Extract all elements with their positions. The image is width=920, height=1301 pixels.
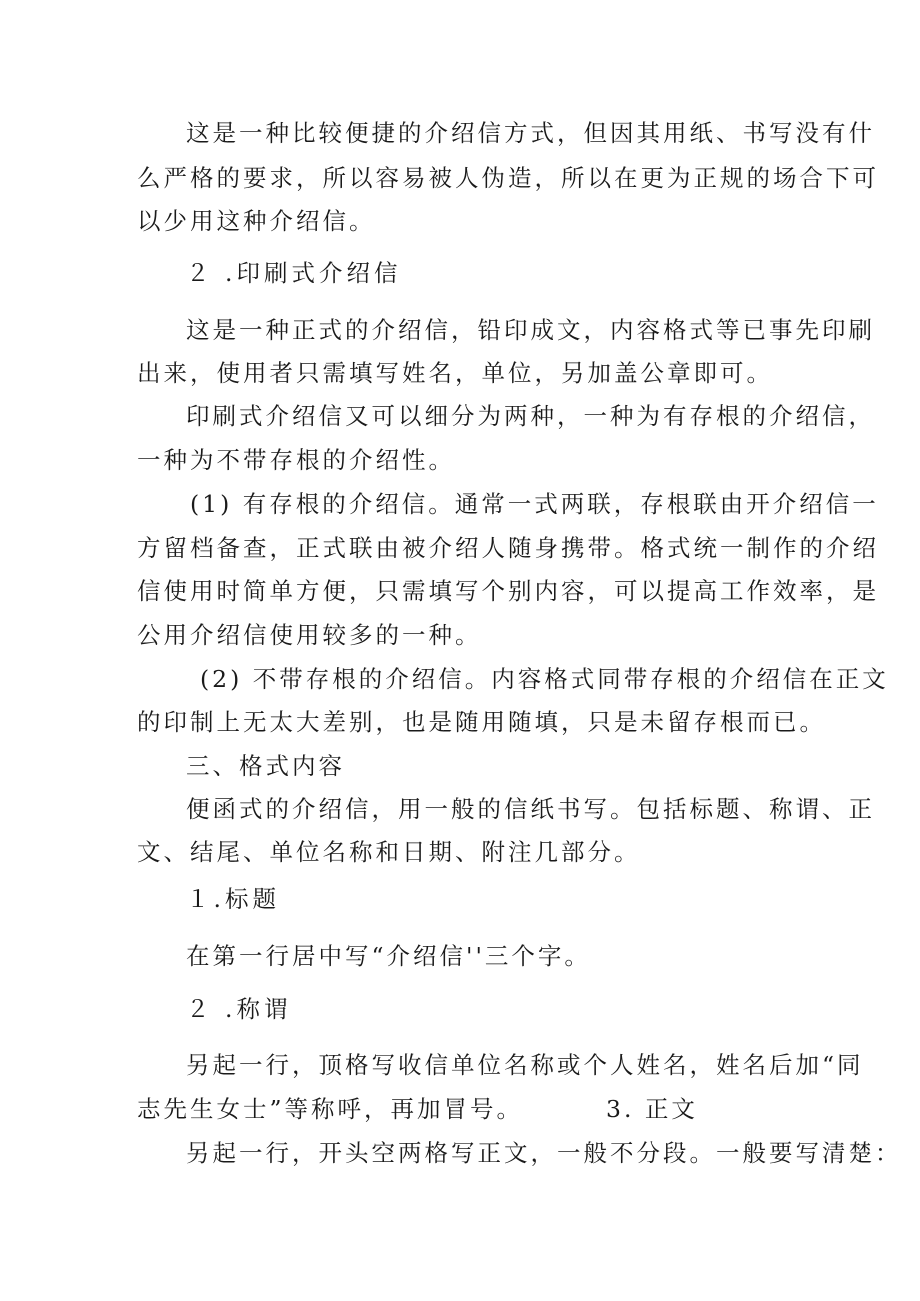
paragraph-line: 这是一种比较便捷的介绍信方式，但因其用纸、书写没有什 <box>186 119 875 147</box>
paragraph-line: 另起一行，顶格写收信单位名称或个人姓名，姓名后加“同 <box>186 1051 864 1079</box>
section-heading: 三、格式内容 <box>186 752 345 780</box>
paragraph-line: 另起一行，开头空两格写正文，一般不分段。一般要写清楚： <box>186 1139 902 1167</box>
subsection-heading: ２ .称谓 <box>186 995 292 1023</box>
paragraph-line: 这是一种正式的介绍信，铅印成文，内容格式等已事先印刷 <box>186 316 875 344</box>
subsection-heading: １.标题 <box>186 885 280 913</box>
paragraph-line: 信使用时简单方便，只需填写个别内容，可以提高工作效率，是 <box>137 577 879 605</box>
paragraph-line: 么严格的要求，所以容易被人伪造，所以在更为正规的场合下可 <box>137 164 879 192</box>
paragraph-line: 印刷式介绍信又可以细分为两种，一种为有存根的介绍信， <box>186 402 875 430</box>
list-item-line: (1) 有存根的介绍信。通常一式两联，存根联由开介绍信一 <box>190 490 879 518</box>
list-item-line: (2) 不带存根的介绍信。内容格式同带存根的介绍信在正文 <box>200 665 889 693</box>
paragraph-line: 文、结尾、单位名称和日期、附注几部分。 <box>137 838 641 866</box>
paragraph-line: 方留档备查，正式联由被介绍人随身携带。格式统一制作的介绍 <box>137 534 879 562</box>
paragraph-line: 一种为不带存根的介绍性。 <box>137 446 455 474</box>
paragraph-line: 公用介绍信使用较多的一种。 <box>137 621 482 649</box>
paragraph-line: 便函式的介绍信，用一般的信纸书写。包括标题、称谓、正 <box>186 795 875 823</box>
subsection-heading: 3. 正文 <box>606 1095 698 1123</box>
section-heading: ２ .印刷式介绍信 <box>186 259 402 287</box>
paragraph-line: 以少用这种介绍信。 <box>137 207 376 235</box>
paragraph-line: 志先生女士”等称呼，再加冒号。 <box>137 1095 524 1123</box>
paragraph-line: 在第一行居中写“介绍信''三个字。 <box>186 942 591 970</box>
paragraph-line: 出来，使用者只需填写姓名，单位，另加盖公章即可。 <box>137 359 773 387</box>
paragraph-line: 的印制上无太大差别，也是随用随填，只是未留存根而已。 <box>137 708 826 736</box>
